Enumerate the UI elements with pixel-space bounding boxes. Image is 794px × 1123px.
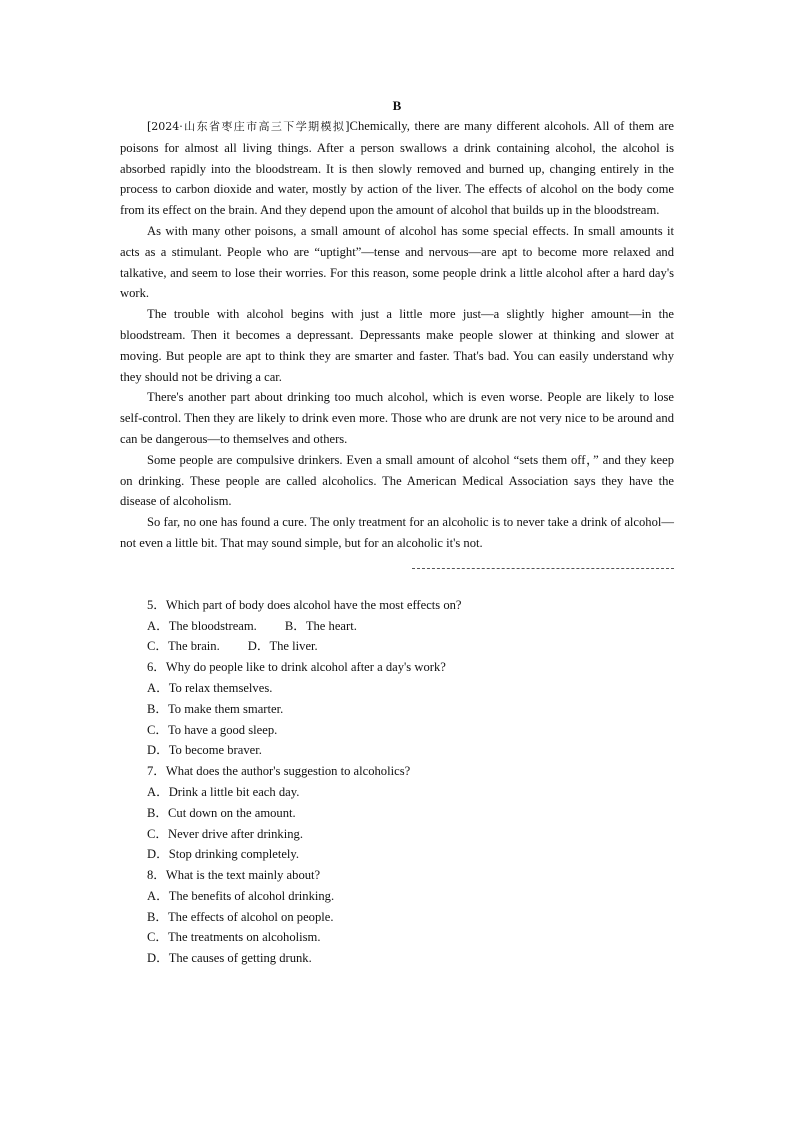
question-stem: 7．What does the author's suggestion to alcoholics? [147,764,411,779]
question-list [120,595,674,969]
answer-option[interactable]: D．Stop drinking completely. [147,847,300,862]
passage-paragraph [120,116,674,221]
passage-paragraph: The trouble with alcohol begins with just a little more just—a slightly higher amount—in the bloodstream. Then it becomes a depressant. Depressants make people slower at thinking and slower at moving. But people are apt to think they are smarter and faster. That's bad. You can easily understand why they should not be driving a car. [120,307,674,384]
answer-option[interactable]: B．The effects of alcohol on people. [147,909,334,924]
answer-option[interactable]: A．The benefits of alcohol drinking. [147,888,335,903]
answer-option[interactable]: A．To relax themselves. [147,680,273,695]
answer-option[interactable]: B．To make them smarter. [147,701,284,716]
answer-option[interactable]: D．The liver. [247,639,318,654]
answer-option[interactable]: A．The bloodstream. [147,618,257,633]
question [147,761,674,865]
question [147,865,674,969]
question [147,657,674,761]
question-stem: 6．Why do people like to drink alcohol after a day's work? [147,660,446,675]
option-row [147,782,674,803]
option-row [147,907,674,928]
question-stem: 8．What is the text mainly about? [147,868,321,883]
option-row [147,948,674,969]
option-row [147,824,674,845]
passage-title: B [392,98,402,113]
answer-option[interactable]: B．Cut down on the amount. [147,805,296,820]
option-row [147,636,674,657]
document-page [120,96,674,969]
option-row [147,844,674,865]
option-row [147,616,674,637]
option-row [147,886,674,907]
passage-paragraph: So far, no one has found a cure. The only treatment for an alcoholic is to never take a drink of alcohol—not even a little bit. That may sound simple, but for an alcoholic it's not. [120,515,674,550]
answer-option[interactable]: C．The treatments on alcoholism. [147,930,321,945]
passage-paragraph: Some people are compulsive drinkers. Even a small amount of alcohol “sets them off，” and they keep on drinking. These people are called alcoholics. The American Medical Association says they have the disease of alcoholism. [120,452,674,509]
answer-option[interactable]: C．Never drive after drinking. [147,826,303,841]
option-row [147,678,674,699]
answer-option[interactable]: C．The brain. [147,639,220,654]
answer-option[interactable]: D．The causes of getting drunk. [147,951,312,966]
answer-option[interactable]: B．The heart. [284,618,357,633]
paragraph-text: Chemically, there are many different alcohols. All of them are poisons for almost all living things. After a person swallows a drink containing alcohol, the alcohol is absorbed rapidly into the bloodstream. It is then slowly removed and burned up, changing entirely in the process to carbon dioxide and water, mostly by action of the liver. The effects of alcohol on the body come from its effect on the brain. And they depend upon the amount of alcohol that builds up in the bloodstream. [120,119,674,218]
option-row [147,720,674,741]
passage-paragraph: There's another part about drinking too much alcohol, which is even worse. People are likely to lose self-control. Then they are likely to drink even more. Those who are drunk are not very nice to be around and can be dangerous—to themselves and others. [120,390,674,446]
answer-option[interactable]: D．To become braver. [147,743,262,758]
source-citation: [2024·山东省枣庄市高三下学期模拟] [147,120,350,133]
answer-option[interactable]: C．To have a good sleep. [147,722,278,737]
dashed-divider [412,568,674,569]
option-row [147,740,674,761]
question-stem: 5．Which part of body does alcohol have the most effects on? [147,597,462,612]
option-row [147,803,674,824]
option-row [147,927,674,948]
option-row [147,699,674,720]
answer-option[interactable]: A．Drink a little bit each day. [147,784,300,799]
question [147,595,674,657]
passage-paragraph: As with many other poisons, a small amount of alcohol has some special effects. In small amounts it acts as a stimulant. People who are “uptight”—tense and nervous—are apt to become more relaxed and talkative, and seem to lose their worries. For this reason, some people drink a little alcohol after a hard day's work. [120,223,674,301]
